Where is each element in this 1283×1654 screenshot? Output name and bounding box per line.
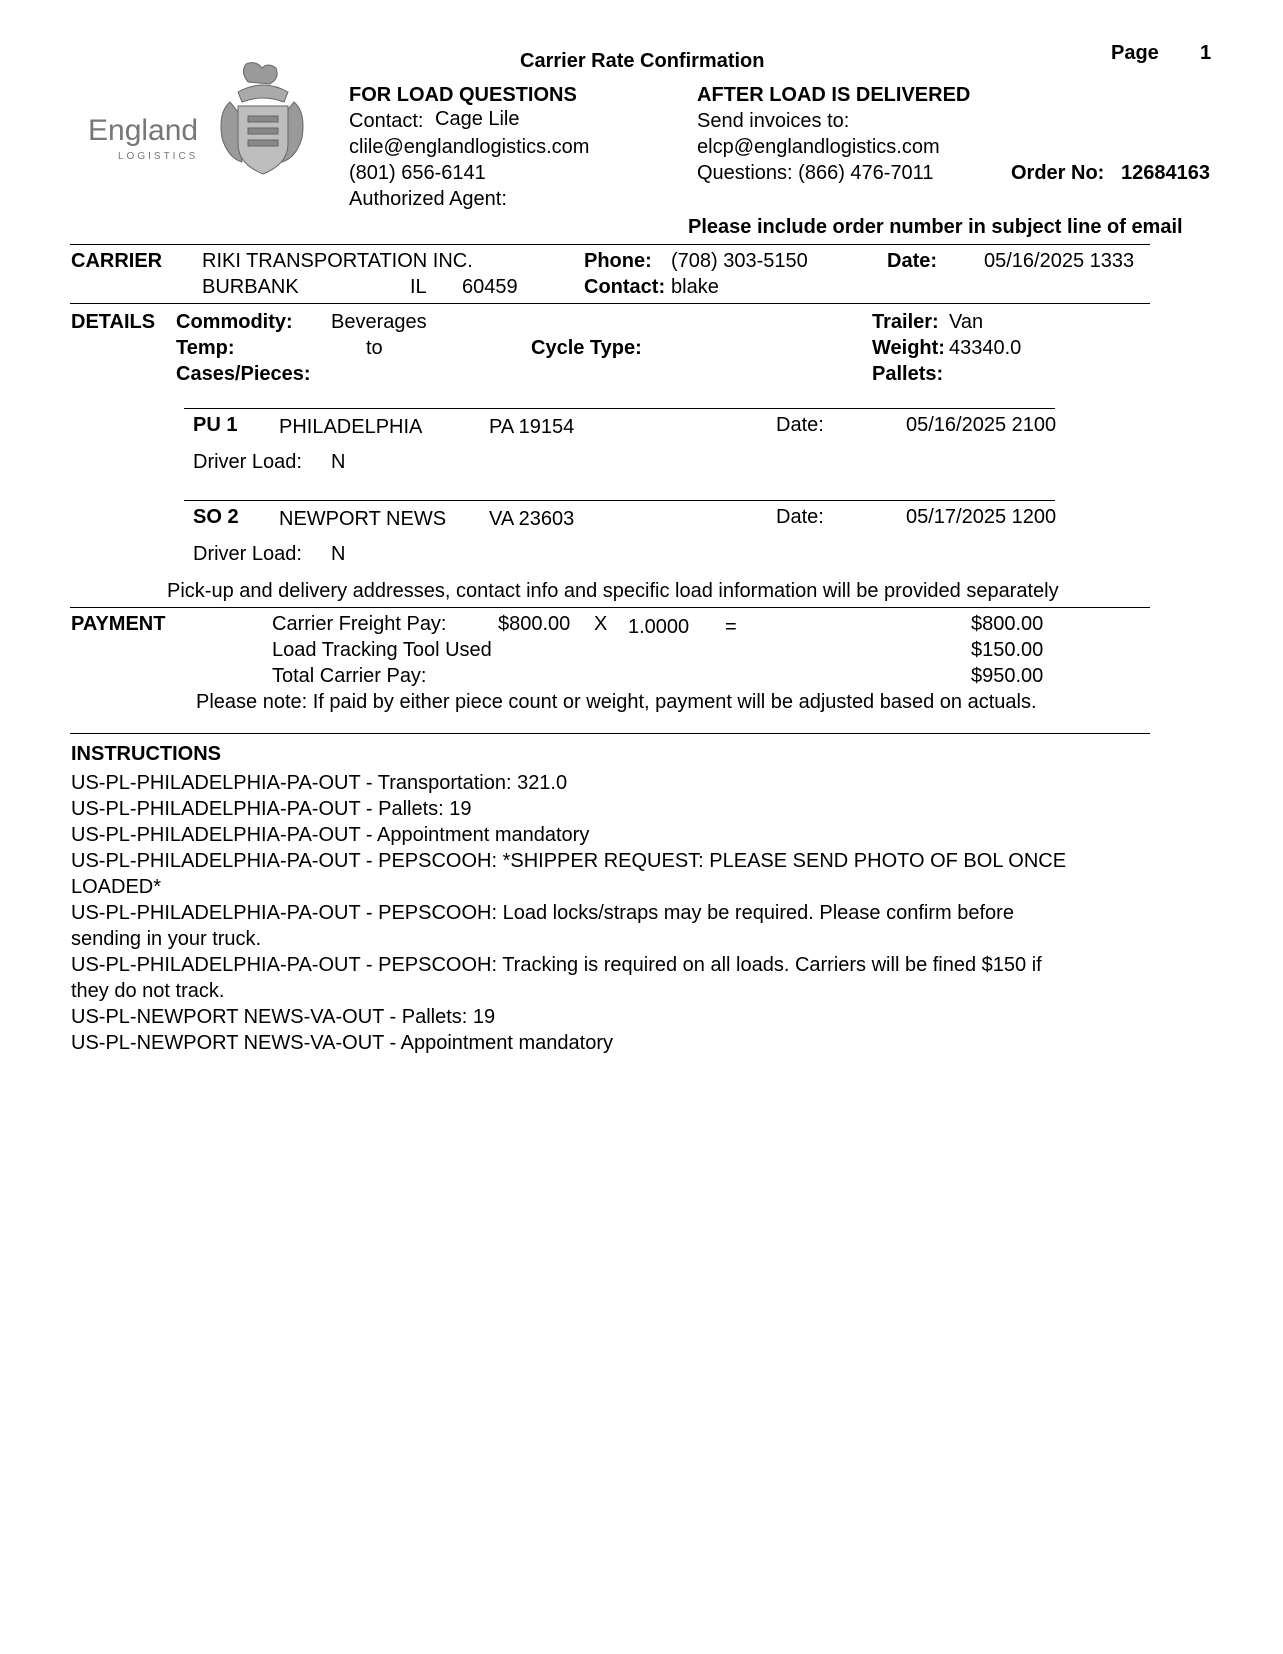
trailer-label: Trailer: — [872, 311, 939, 333]
instruction-line: US-PL-PHILADELPHIA-PA-OUT - Transportation: 321.0 — [71, 772, 568, 794]
instruction-line: US-PL-PHILADELPHIA-PA-OUT - PEPSCOOH: Tracking is required on all loads. Carriers will be fined $150 if — [71, 954, 1042, 976]
send-invoices-label: Send invoices to: — [697, 110, 850, 132]
instructions-list — [71, 770, 1066, 1056]
page-label: Page — [1111, 42, 1159, 64]
order-number-label: Order No: — [1011, 162, 1105, 184]
total-pay-label: Total Carrier Pay: — [272, 665, 427, 687]
carrier-date-label: Date: — [887, 250, 938, 272]
divider — [70, 244, 1150, 245]
svg-text:England: England — [88, 114, 199, 147]
stop-city: PHILADELPHIA — [279, 416, 423, 438]
weight-label: Weight: — [872, 337, 945, 359]
carrier-city: BURBANK — [202, 276, 299, 298]
crest-icon — [88, 62, 318, 182]
divider — [184, 408, 1055, 409]
load-questions-heading: FOR LOAD QUESTIONS — [349, 84, 577, 106]
contact-email: clile@englandlogistics.com — [349, 136, 590, 158]
carrier-state: IL — [410, 276, 427, 298]
divider — [70, 303, 1150, 304]
divider — [70, 607, 1150, 608]
stop-code: PU 1 — [193, 414, 238, 436]
payment-section-label: PAYMENT — [71, 613, 166, 635]
subject-line-note: Please include order number in subject line of email — [688, 216, 1183, 238]
page-number: 1 — [1200, 42, 1212, 64]
stop-date: 05/16/2025 2100 — [906, 414, 1057, 436]
order-number: 12684163 — [1121, 162, 1210, 184]
cycle-type-label: Cycle Type: — [531, 337, 642, 359]
carrier-phone: (708) 303-5150 — [671, 250, 808, 272]
carrier-name: RIKI TRANSPORTATION INC. — [202, 250, 473, 272]
stop-state-zip: VA 23603 — [489, 508, 575, 530]
driver-load-label: Driver Load: — [193, 451, 302, 473]
authorized-agent-label: Authorized Agent: — [349, 188, 507, 210]
freight-rate: $800.00 — [498, 613, 571, 635]
carrier-contact: blake — [671, 276, 719, 298]
instruction-line: they do not track. — [71, 980, 225, 1002]
carrier-date: 05/16/2025 1333 — [984, 250, 1135, 272]
stop-date: 05/17/2025 1200 — [906, 506, 1057, 528]
svg-text:LOGISTICS: LOGISTICS — [118, 151, 199, 162]
instruction-line: US-PL-PHILADELPHIA-PA-OUT - Pallets: 19 — [71, 798, 472, 820]
carrier-section-label: CARRIER — [71, 250, 163, 272]
freight-multiplier: 1.0000 — [628, 616, 690, 638]
instructions-heading: INSTRUCTIONS — [71, 743, 221, 765]
stop-date-label: Date: — [776, 506, 824, 528]
temp-to: to — [366, 337, 383, 359]
england-logistics-logo — [88, 62, 318, 182]
document-title: Carrier Rate Confirmation — [520, 50, 765, 72]
instruction-line: US-PL-PHILADELPHIA-PA-OUT - Appointment mandatory — [71, 824, 590, 846]
divider — [184, 500, 1055, 501]
stop-state-zip: PA 19154 — [489, 416, 575, 438]
driver-load-value: N — [331, 451, 346, 473]
invoice-email: elcp@englandlogistics.com — [697, 136, 940, 158]
contact-label: Contact: — [349, 110, 424, 132]
total-pay-amount: $950.00 — [971, 665, 1044, 687]
instruction-line: LOADED* — [71, 876, 162, 898]
pallets-label: Pallets: — [872, 363, 944, 385]
tracking-tool-label: Load Tracking Tool Used — [272, 639, 492, 661]
driver-load-label: Driver Load: — [193, 543, 302, 565]
contact-name: Cage Lile — [435, 108, 520, 130]
stop-date-label: Date: — [776, 414, 824, 436]
freight-total: $800.00 — [971, 613, 1044, 635]
instruction-line: US-PL-PHILADELPHIA-PA-OUT - PEPSCOOH: Load locks/straps may be required. Please confirm before — [71, 902, 1014, 924]
tracking-tool-amount: $150.00 — [971, 639, 1044, 661]
payment-note: Please note: If paid by either piece count or weight, payment will be adjusted based on actuals. — [196, 691, 1037, 713]
instruction-line: US-PL-PHILADELPHIA-PA-OUT - PEPSCOOH: *SHIPPER REQUEST: PLEASE SEND PHOTO OF BOL ONCE — [71, 850, 1067, 872]
freight-pay-label: Carrier Freight Pay: — [272, 613, 447, 635]
invoice-questions-phone: Questions: (866) 476-7011 — [697, 162, 934, 184]
stop-city: NEWPORT NEWS — [279, 508, 447, 530]
commodity-value: Beverages — [331, 311, 427, 333]
stops-note: Pick-up and delivery addresses, contact info and specific load information will be provided separately — [167, 580, 1059, 602]
carrier-zip: 60459 — [462, 276, 518, 298]
multiply-sign: X — [594, 613, 608, 635]
instruction-line: US-PL-NEWPORT NEWS-VA-OUT - Pallets: 19 — [71, 1006, 496, 1028]
commodity-label: Commodity: — [176, 311, 293, 333]
driver-load-value: N — [331, 543, 346, 565]
cases-pieces-label: Cases/Pieces: — [176, 363, 311, 385]
trailer-value: Van — [949, 311, 984, 333]
carrier-phone-label: Phone: — [584, 250, 652, 272]
weight-value: 43340.0 — [949, 337, 1022, 359]
stop-code: SO 2 — [193, 506, 239, 528]
contact-phone: (801) 656-6141 — [349, 162, 486, 184]
temp-label: Temp: — [176, 337, 235, 359]
after-delivery-heading: AFTER LOAD IS DELIVERED — [697, 84, 971, 106]
divider — [70, 733, 1150, 734]
details-section-label: DETAILS — [71, 311, 156, 333]
instruction-line: US-PL-NEWPORT NEWS-VA-OUT - Appointment mandatory — [71, 1032, 614, 1054]
carrier-contact-label: Contact: — [584, 276, 666, 298]
instruction-line: sending in your truck. — [71, 928, 262, 950]
equals-sign: = — [725, 616, 737, 638]
